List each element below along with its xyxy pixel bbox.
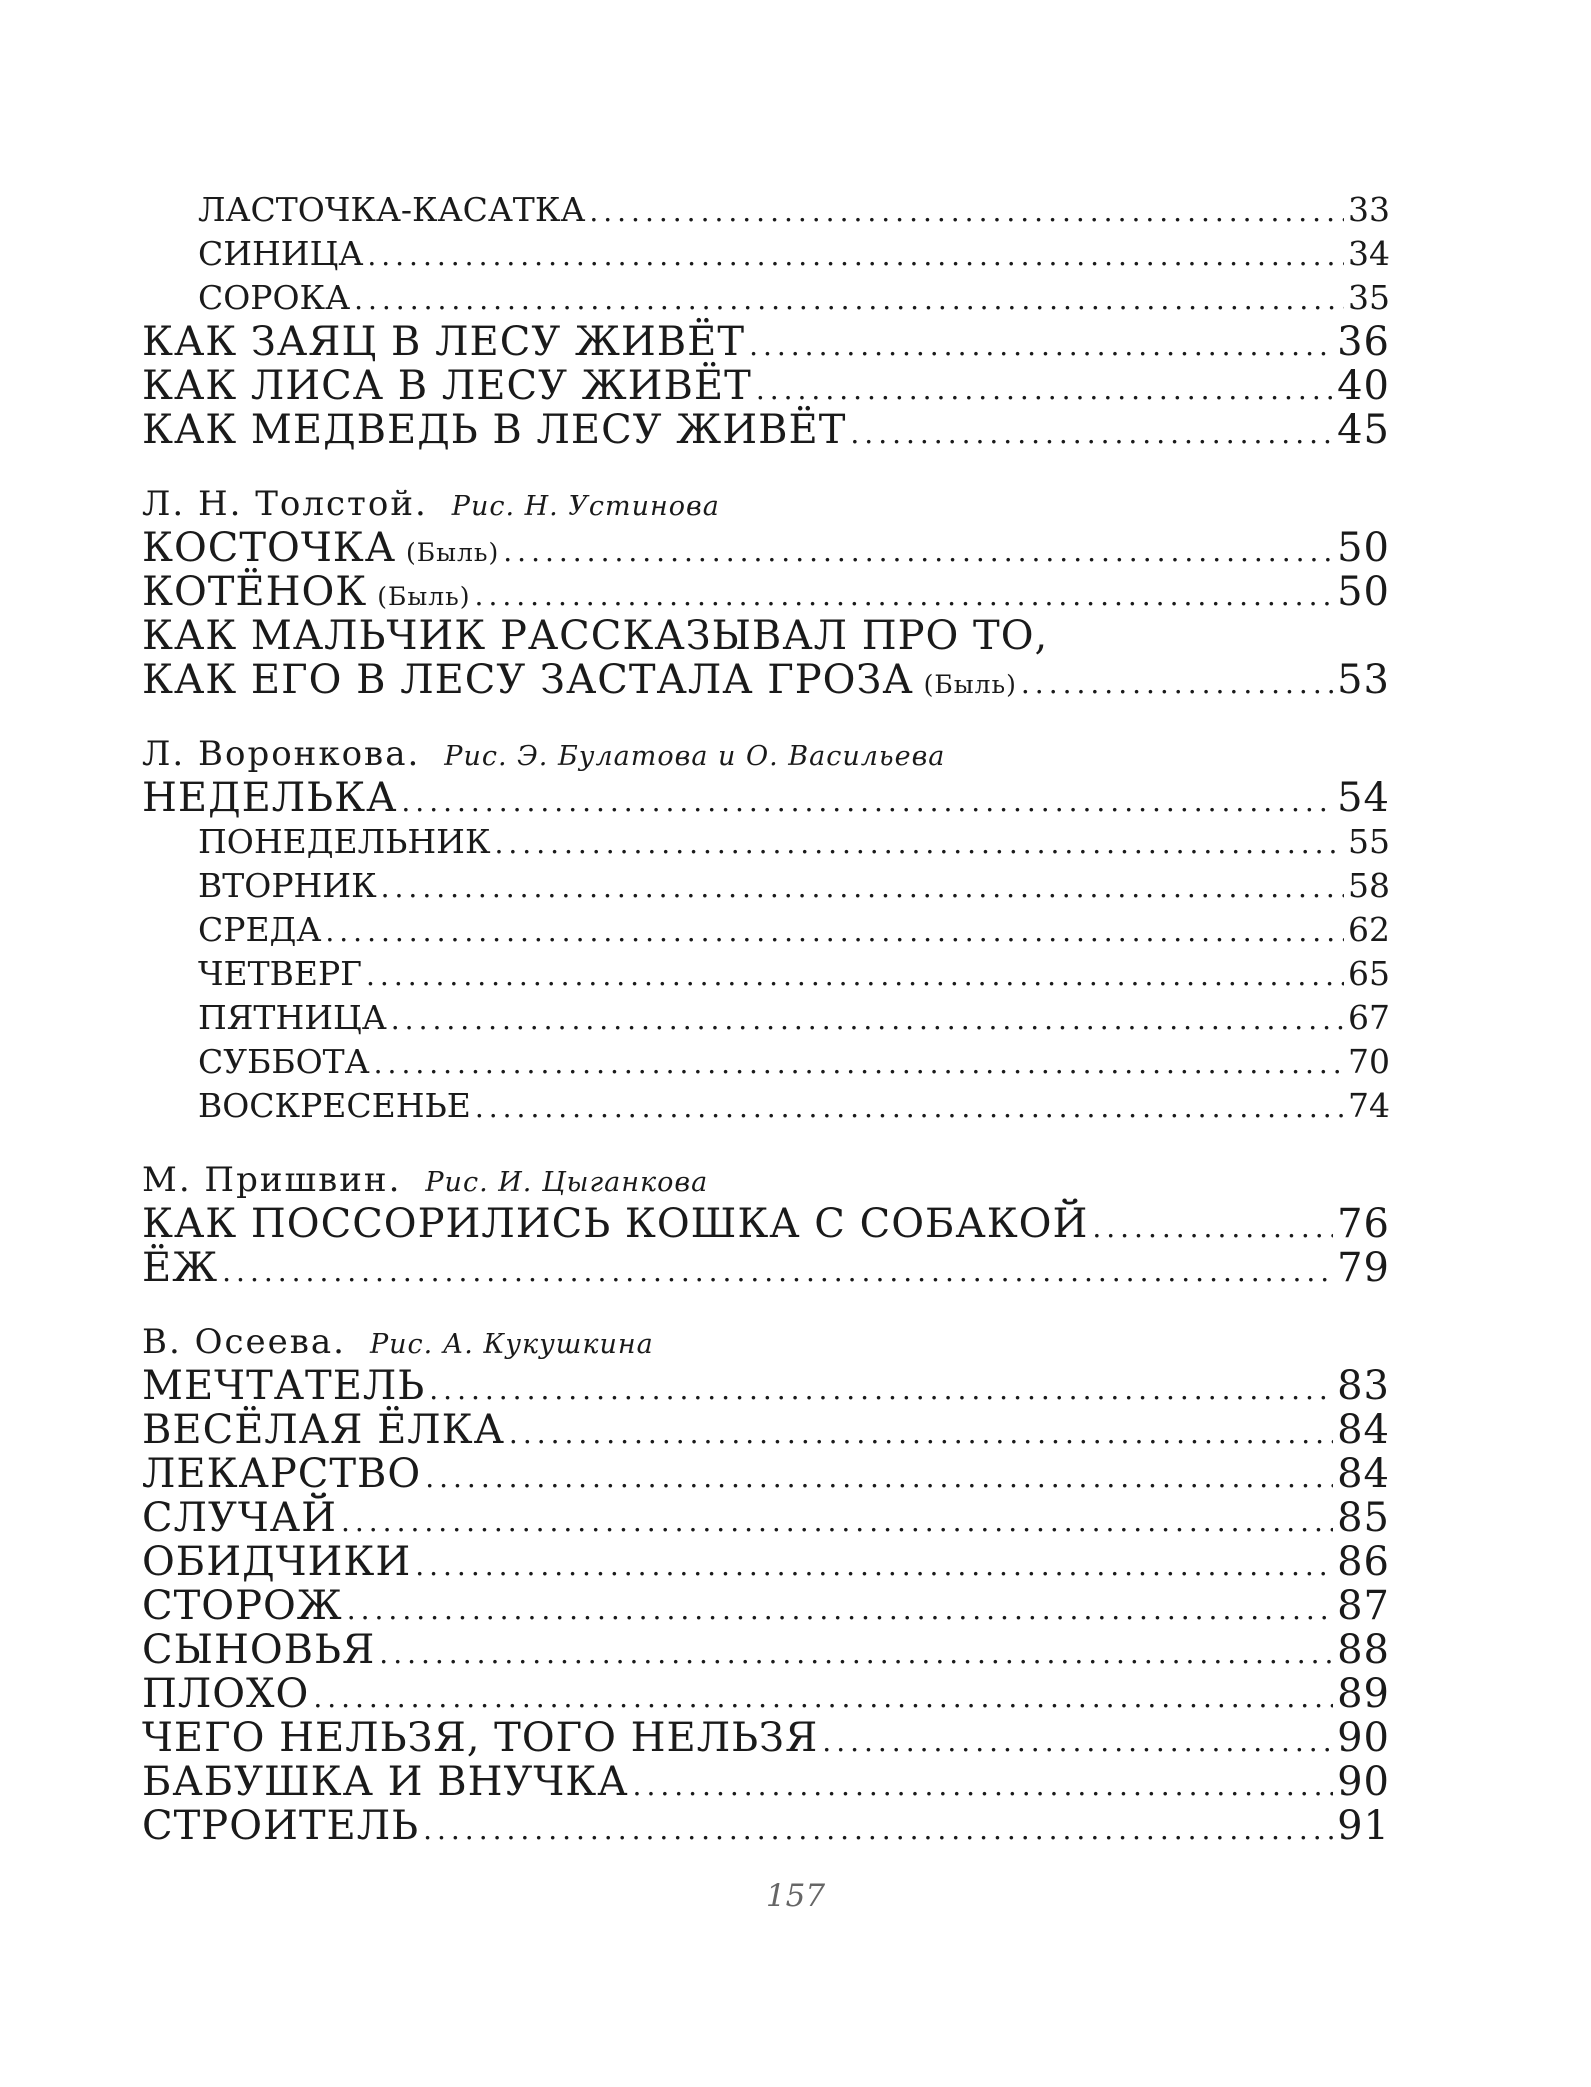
toc-entry: [142, 1452, 1390, 1496]
entry-page-number: 84: [1337, 1407, 1390, 1453]
toc-entry: [142, 1716, 1390, 1760]
entry-page-number: 65: [1348, 954, 1390, 993]
entry-page-number: 74: [1348, 1086, 1390, 1125]
entry-title: КОСТОЧКА: [142, 525, 396, 571]
toc-entry: [142, 1540, 1390, 1584]
dot-leader: [822, 1720, 1333, 1764]
toc-entry: [142, 658, 1390, 702]
toc-entry: [142, 614, 1390, 658]
dot-leader: [503, 530, 1333, 574]
author-name: Л. Н. Толстой.: [142, 484, 428, 524]
entry-page-number: 55: [1348, 822, 1390, 861]
entry-title: ЛЕКАРСТВО: [142, 1451, 422, 1497]
toc-entry: [142, 1628, 1390, 1672]
toc-entry: [142, 1804, 1390, 1848]
dot-leader: [341, 1500, 1333, 1544]
entry-page-number: 90: [1337, 1759, 1390, 1805]
dot-leader: [850, 412, 1333, 456]
entry-title: ЁЖ: [142, 1245, 219, 1291]
entry-note: (Быль): [377, 582, 471, 611]
table-of-contents: [142, 188, 1390, 1848]
toc-entry: [142, 364, 1390, 408]
section-gap: [142, 452, 1390, 482]
entry-title: КОТЁНОК: [142, 569, 368, 615]
entry-title: КАК МЕДВЕДЬ В ЛЕСУ ЖИВЁТ: [142, 407, 847, 453]
dot-leader: [391, 998, 1344, 1042]
entry-title: ЧЕГО НЕЛЬЗЯ, ТОГО НЕЛЬЗЯ: [142, 1715, 819, 1761]
dot-leader: [475, 1086, 1344, 1130]
toc-subentry: [142, 908, 1390, 952]
entry-page-number: 35: [1348, 278, 1390, 317]
entry-page-number: 34: [1348, 234, 1390, 273]
entry-note: (Быль): [923, 670, 1017, 699]
dot-leader: [475, 574, 1334, 618]
section-gap: [142, 1290, 1390, 1320]
entry-page-number: 90: [1337, 1715, 1390, 1761]
entry-page-number: 87: [1337, 1583, 1390, 1629]
entry-title: КАК ПОССОРИЛИСЬ КОШКА С СОБАКОЙ: [142, 1201, 1089, 1247]
author-name: М. Пришвин.: [142, 1160, 402, 1200]
entry-page-number: 62: [1348, 910, 1390, 949]
author-heading: [142, 1158, 1390, 1202]
dot-leader: [374, 1042, 1344, 1086]
dot-leader: [401, 780, 1333, 824]
entry-title: ВТОРНИК: [198, 866, 377, 905]
page-number: 157: [765, 1878, 826, 1914]
toc-entry: [142, 1672, 1390, 1716]
toc-subentry: [142, 276, 1390, 320]
entry-page-number: 36: [1337, 319, 1390, 365]
dot-leader: [366, 954, 1344, 998]
section-gap: [142, 1128, 1390, 1158]
entry-page-number: 83: [1337, 1363, 1390, 1409]
dot-leader: [589, 190, 1344, 234]
dot-leader: [381, 866, 1344, 910]
entry-page-number: 53: [1337, 657, 1390, 703]
entry-title: МЕЧТАТЕЛЬ: [142, 1363, 426, 1409]
section-gap: [142, 702, 1390, 732]
toc-entry: [142, 776, 1390, 820]
dot-leader: [1021, 662, 1333, 706]
toc-entry: [142, 1408, 1390, 1452]
entry-title: БАБУШКА И ВНУЧКА: [142, 1759, 629, 1805]
toc-entry: [142, 1760, 1390, 1804]
dot-leader: [415, 1544, 1333, 1588]
dot-leader: [354, 278, 1344, 322]
entry-title: ПЛОХО: [142, 1671, 310, 1717]
entry-page-number: 85: [1337, 1495, 1390, 1541]
toc-entry: [142, 408, 1390, 452]
dot-leader: [367, 234, 1344, 278]
entry-page-number: 45: [1337, 407, 1390, 453]
toc-subentry: [142, 996, 1390, 1040]
entry-page-number: 86: [1337, 1539, 1390, 1585]
entry-page-number: 54: [1337, 775, 1390, 821]
entry-title: КАК ЕГО В ЛЕСУ ЗАСТАЛА ГРОЗА: [142, 657, 914, 703]
dot-leader: [1092, 1206, 1333, 1250]
entry-title: СОРОКА: [198, 278, 351, 317]
entry-page-number: 88: [1337, 1627, 1390, 1673]
author-heading: [142, 1320, 1390, 1364]
entry-title: ПОНЕДЕЛЬНИК: [198, 822, 491, 861]
dot-leader: [633, 1764, 1334, 1808]
entry-page-number: 58: [1348, 866, 1390, 905]
dot-leader: [379, 1632, 1333, 1676]
dot-leader: [347, 1588, 1333, 1632]
author-name: В. Осеева.: [142, 1322, 346, 1362]
toc-entry: [142, 1202, 1390, 1246]
entry-page-number: 79: [1337, 1245, 1390, 1291]
entry-title: НЕДЕЛЬКА: [142, 775, 398, 821]
illustrator-credit: Рис. И. Цыганкова: [425, 1167, 709, 1198]
dot-leader: [495, 822, 1345, 866]
dot-leader: [222, 1250, 1333, 1294]
toc-subentry: [142, 188, 1390, 232]
dot-leader: [749, 324, 1333, 368]
illustrator-credit: Рис. А. Кукушкина: [369, 1329, 654, 1360]
entry-title: КАК ЗАЯЦ В ЛЕСУ ЖИВЁТ: [142, 319, 746, 365]
toc-subentry: [142, 864, 1390, 908]
toc-subentry: [142, 820, 1390, 864]
entry-title: СУББОТА: [198, 1042, 370, 1081]
dot-leader: [313, 1676, 1333, 1720]
author-heading: [142, 482, 1390, 526]
entry-title: СИНИЦА: [198, 234, 364, 273]
entry-page-number: 33: [1348, 190, 1390, 229]
entry-note: (Быль): [406, 538, 500, 567]
entry-title: СРЕДА: [198, 910, 322, 949]
entry-page-number: 70: [1348, 1042, 1390, 1081]
entry-page-number: 50: [1337, 569, 1390, 615]
dot-leader: [423, 1808, 1333, 1852]
entry-page-number: 67: [1348, 998, 1390, 1037]
toc-entry: [142, 320, 1390, 364]
toc-entry: [142, 1364, 1390, 1408]
entry-title: ОБИДЧИКИ: [142, 1539, 412, 1585]
author-name: Л. Воронкова.: [142, 734, 421, 774]
author-heading: [142, 732, 1390, 776]
illustrator-credit: Рис. Н. Устинова: [451, 491, 720, 522]
dot-leader: [425, 1456, 1333, 1500]
toc-entry: [142, 1246, 1390, 1290]
toc-subentry: [142, 952, 1390, 996]
toc-entry: [142, 1496, 1390, 1540]
toc-entry: [142, 1584, 1390, 1628]
entry-page-number: 40: [1337, 363, 1390, 409]
entry-title: СЛУЧАЙ: [142, 1495, 337, 1541]
toc-subentry: [142, 1084, 1390, 1128]
entry-page-number: 76: [1337, 1201, 1390, 1247]
entry-page-number: 91: [1337, 1803, 1390, 1849]
entry-title: СЫНОВЬЯ: [142, 1627, 376, 1673]
entry-page-number: 50: [1337, 525, 1390, 571]
dot-leader: [756, 368, 1333, 412]
toc-entry: [142, 526, 1390, 570]
toc-entry: [142, 570, 1390, 614]
entry-title: КАК МАЛЬЧИК РАССКАЗЫВАЛ ПРО ТО,: [142, 613, 1049, 659]
entry-title: ЧЕТВЕРГ: [198, 954, 363, 993]
toc-subentry: [142, 232, 1390, 276]
entry-title: СТОРОЖ: [142, 1583, 343, 1629]
entry-title: ПЯТНИЦА: [198, 998, 387, 1037]
toc-subentry: [142, 1040, 1390, 1084]
dot-leader: [509, 1412, 1333, 1456]
illustrator-credit: Рис. Э. Булатова и О. Васильева: [444, 741, 946, 772]
entry-page-number: 89: [1337, 1671, 1390, 1717]
dot-leader: [325, 910, 1344, 954]
entry-title: ВЕСЁЛАЯ ЁЛКА: [142, 1407, 505, 1453]
entry-title: ВОСКРЕСЕНЬЕ: [198, 1086, 471, 1125]
entry-title: ЛАСТОЧКА-КАСАТКА: [198, 190, 586, 229]
entry-page-number: 84: [1337, 1451, 1390, 1497]
entry-title: КАК ЛИСА В ЛЕСУ ЖИВЁТ: [142, 363, 752, 409]
entry-title: СТРОИТЕЛЬ: [142, 1803, 420, 1849]
dot-leader: [429, 1368, 1333, 1412]
